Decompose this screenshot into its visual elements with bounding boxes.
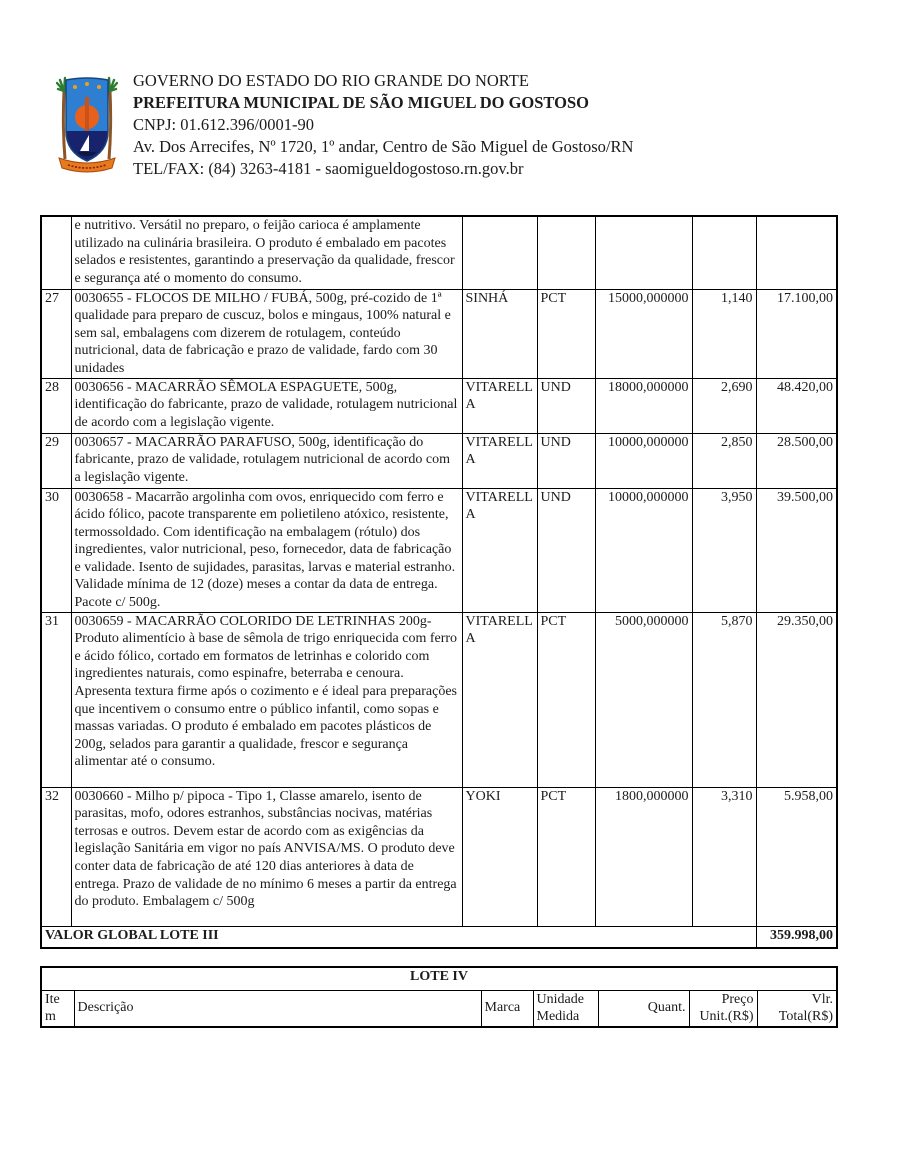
description-cell: 0030657 - MACARRÃO PARAFUSO, 500g, identificação do fabricante, prazo de validade, rotulagem nutricional de acordo com a legislação vigente. — [71, 433, 462, 488]
quantity-cell — [595, 216, 692, 289]
table-row-item-28 — [41, 378, 837, 433]
cnpj-line: CNPJ: 01.612.396/0001-90 — [133, 115, 315, 134]
letterhead — [133, 70, 633, 180]
contact-line: TEL/FAX: (84) 3263-4181 - saomigueldogostoso.rn.gov.br — [133, 159, 524, 178]
total-value-cell: 5.958,00 — [756, 787, 837, 926]
table-row-item-32 — [41, 787, 837, 926]
brand-cell: SINHÁ — [462, 289, 537, 378]
quantity-cell: 10000,000000 — [595, 433, 692, 488]
brand-cell: VITARELLA — [462, 612, 537, 787]
item-number-cell: 32 — [41, 787, 71, 926]
quantity-cell: 15000,000000 — [595, 289, 692, 378]
lote4-table — [40, 966, 838, 1028]
column-header-quant: Quant. — [598, 990, 689, 1027]
column-header-descricao: Descrição — [74, 990, 481, 1027]
tower-icon — [85, 97, 89, 131]
unit-price-cell: 3,950 — [692, 488, 756, 612]
unit-price-cell: 3,310 — [692, 787, 756, 926]
unit-cell: PCT — [537, 612, 595, 787]
unit-price-cell: 2,850 — [692, 433, 756, 488]
unit-cell: UND — [537, 488, 595, 612]
unit-cell: UND — [537, 433, 595, 488]
item-number-cell — [41, 216, 71, 289]
item-number-cell: 31 — [41, 612, 71, 787]
total-value-cell: 17.100,00 — [756, 289, 837, 378]
municipality-line: PREFEITURA MUNICIPAL DE SÃO MIGUEL DO GOSTOSO — [133, 93, 589, 112]
description-cell: 0030655 - FLOCOS DE MILHO / FUBÁ, 500g, pré-cozido de 1ª qualidade para preparo de cuscuz, bolos e mingaus, 100% natural e sem sal, embalagens com dizerem de rotulagem, conteúdo nutricional, data de fabricação e prazo de validade, fardo com 30 unidades — [71, 289, 462, 378]
shield-icon — [66, 78, 108, 161]
lote4-header-row — [41, 990, 837, 1027]
table-row-item-29 — [41, 433, 837, 488]
unit-cell: UND — [537, 378, 595, 433]
unit-cell — [537, 216, 595, 289]
unit-cell: PCT — [537, 289, 595, 378]
total-value-cell: 28.500,00 — [756, 433, 837, 488]
description-cell: 0030660 - Milho p/ pipoca - Tipo 1, Classe amarelo, isento de parasitas, mofo, odores estranhos, substâncias nocivas, matérias terrosas e outros. Devem estar de acordo com as exigências da legislação Sanitária em vigor no país ANVISA/MS. O produto deve conter data de fabricação de até 120 dias anteriores à data de entrega. Prazo de validade de no mínimo 6 meses a partir da entrega do produto. Embalagem c/ 500g — [71, 787, 462, 926]
column-header-vlr-total: Vlr. Total(R$) — [757, 990, 837, 1027]
table-row-continuation — [41, 216, 837, 289]
lote3-total-value: 359.998,00 — [756, 926, 837, 948]
brand-cell: VITARELLA — [462, 433, 537, 488]
lote3-items-table — [40, 215, 838, 949]
description-cell: e nutritivo. Versátil no preparo, o feijão carioca é amplamente utilizado na culinária brasileira. O produto é embalado em pacotes selados e resistentes, garantindo a preservação da qualidade, frescor e segurança até o momento do consumo. — [71, 216, 462, 289]
lote4-title-row — [41, 967, 837, 990]
quantity-cell: 1800,000000 — [595, 787, 692, 926]
total-value-cell: 39.500,00 — [756, 488, 837, 612]
brand-cell — [462, 216, 537, 289]
brand-cell: YOKI — [462, 787, 537, 926]
total-value-cell: 48.420,00 — [756, 378, 837, 433]
brand-cell: VITARELLA — [462, 378, 537, 433]
total-value-cell: 29.350,00 — [756, 612, 837, 787]
item-number-cell: 27 — [41, 289, 71, 378]
column-header-marca: Marca — [481, 990, 533, 1027]
unit-price-cell — [692, 216, 756, 289]
lote4-title: LOTE IV — [41, 967, 837, 990]
unit-price-cell: 1,140 — [692, 289, 756, 378]
description-cell: 0030656 - MACARRÃO SÊMOLA ESPAGUETE, 500g, identificação do fabricante, prazo de validade, rotulagem nutricional de acordo com a legislação vigente. — [71, 378, 462, 433]
total-value-cell — [756, 216, 837, 289]
unit-price-cell: 2,690 — [692, 378, 756, 433]
unit-cell: PCT — [537, 787, 595, 926]
lote3-total-row — [41, 926, 837, 948]
lote3-total-label: VALOR GLOBAL LOTE III — [41, 926, 756, 948]
column-header-item: Item — [41, 990, 74, 1027]
item-number-cell: 30 — [41, 488, 71, 612]
table-row-item-31 — [41, 612, 837, 787]
coat-of-arms-logo — [56, 73, 118, 177]
item-number-cell: 28 — [41, 378, 71, 433]
description-cell: 0030659 - MACARRÃO COLORIDO DE LETRINHAS 200g- Produto alimentício à base de sêmola de trigo enriquecida com ferro e ácido fólico, cortado em formatos de letrinhas e colorido com ingredientes naturais, como espinafre, beterraba e cenoura. Apresenta textura firme após o cozimento e é ideal para preparações que incentivem o consumo entre o público infantil, como sopas e massas variadas. O produto é embalado em pacotes plásticos de 200g, selados para garantir a qualidade, frescor e segurança alimentar até o consumo. — [71, 612, 462, 787]
quantity-cell: 10000,000000 — [595, 488, 692, 612]
item-number-cell: 29 — [41, 433, 71, 488]
quantity-cell: 18000,000000 — [595, 378, 692, 433]
brand-cell: VITARELLA — [462, 488, 537, 612]
address-line: Av. Dos Arrecifes, Nº 1720, 1º andar, Centro de São Miguel de Gostoso/RN — [133, 137, 634, 156]
column-header-preco-unit: Preço Unit.(R$) — [689, 990, 757, 1027]
table-row-item-27 — [41, 289, 837, 378]
description-cell: 0030658 - Macarrão argolinha com ovos, enriquecido com ferro e ácido fólico, pacote transparente em polietileno atóxico, resistente, termossoldado. Com identificação na embalagem (rótulo) dos ingredientes, valor nutricional, peso, fornecedor, data de fabricação e validade. Isento de sujidades, parasitas, larvas e material estranho. Validade mínima de 12 (doze) meses a contar da data de entrega. Pacote c/ 500g. — [71, 488, 462, 612]
unit-price-cell: 5,870 — [692, 612, 756, 787]
table-row-item-30 — [41, 488, 837, 612]
government-line: GOVERNO DO ESTADO DO RIO GRANDE DO NORTE — [133, 71, 529, 90]
column-header-unidade-medida: Unidade Medida — [533, 990, 598, 1027]
quantity-cell: 5000,000000 — [595, 612, 692, 787]
